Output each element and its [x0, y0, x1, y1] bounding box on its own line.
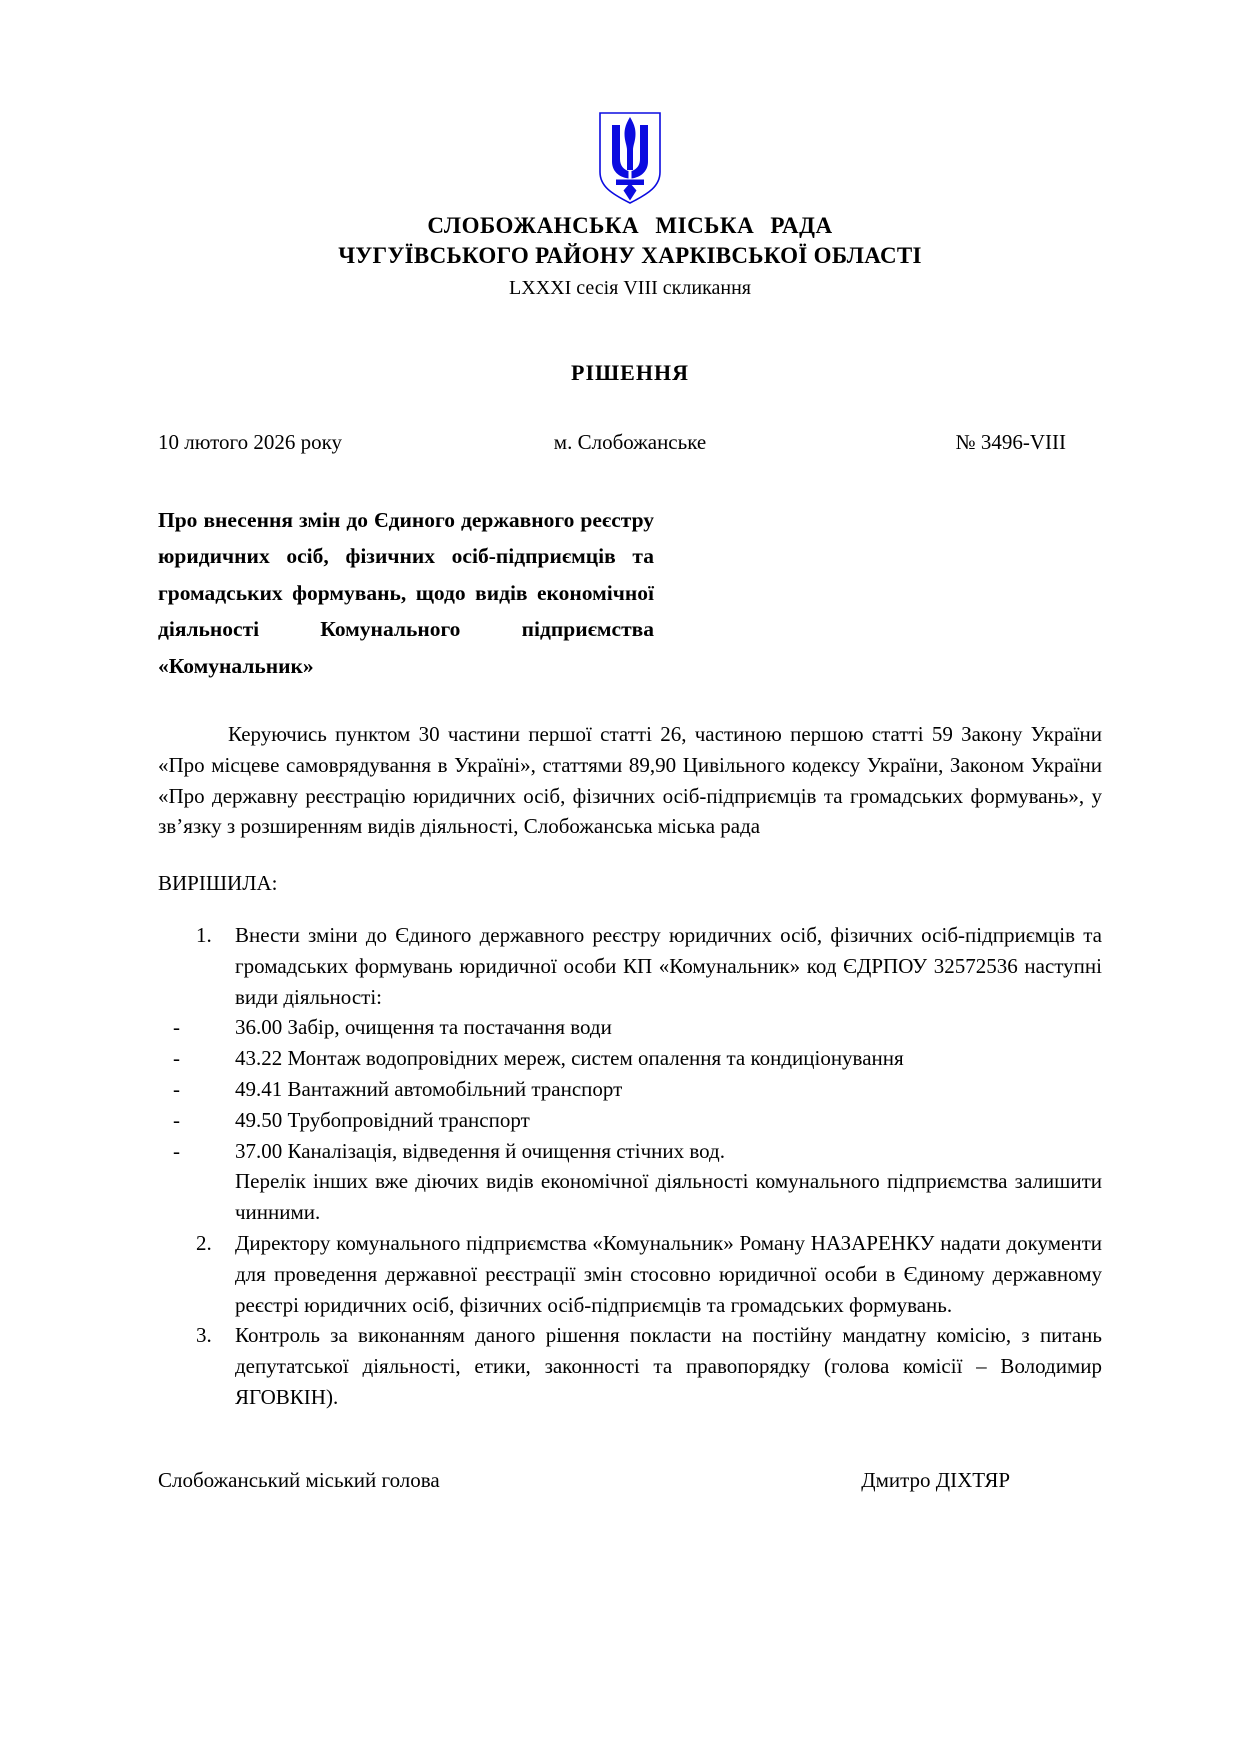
- document-place: м. Слобожанське: [553, 429, 707, 454]
- activity-item: [158, 1136, 1102, 1167]
- document-meta-row: [158, 427, 1102, 458]
- resolution-item-3: [158, 1320, 1102, 1412]
- activity-item: [158, 1012, 1102, 1043]
- document-type-title: РІШЕННЯ: [571, 360, 689, 385]
- item-number: 3.: [196, 1323, 212, 1348]
- district-region-name: ЧУГУЇВСЬКОГО РАЙОНУ ХАРКІВСЬКОЇ ОБЛАСТІ: [338, 243, 922, 268]
- signer-position: Слобожанський міський голова: [158, 1467, 440, 1492]
- activity-item: [158, 1074, 1102, 1105]
- activity-item: [158, 1043, 1102, 1074]
- item-number: 1.: [196, 923, 212, 948]
- activity-text: 37.00 Каналізація, відведення й очищення стічних вод.: [235, 1138, 725, 1163]
- document-number: № 3496-VIII: [955, 429, 1066, 454]
- resolved-label: ВИРІШИЛА:: [158, 871, 278, 896]
- emblem-container: [158, 110, 1102, 206]
- council-name: СЛОБОЖАНСЬКА МІСЬКА РАДА: [427, 213, 833, 238]
- activity-text: 49.41 Вантажний автомобільний транспорт: [235, 1077, 623, 1102]
- activity-text: 36.00 Забір, очищення та постачання води: [235, 1015, 612, 1040]
- signature-row: [158, 1465, 1102, 1496]
- item-text: Внести зміни до Єдиного державного реєстру юридичних осіб, фізичних осіб-підприємців та громадських формувань юридичної особи КП «Комунальник» код ЄДРПОУ 32572536 наступні види діяльності:: [235, 923, 1102, 1009]
- subject-paragraph: Про внесення змін до Єдиного державного реєстру юридичних осіб, фізичних осіб-підприємців та громадських формувань, щодо видів економічної діяльності Комунального підприємства «Комунальник»: [158, 507, 654, 678]
- note-paragraph: Перелік інших вже діючих видів економічної діяльності комунального підприємства залишити чинними.: [235, 1169, 1102, 1225]
- resolution-item-1: [158, 920, 1102, 1012]
- item-number: 2.: [196, 1231, 212, 1256]
- resolution-item-2: [158, 1228, 1102, 1320]
- resolution-list: [158, 920, 1102, 1413]
- item-text: Контроль за виконанням даного рішення покласти на постійну мандатну комісію, з питань депутатської діяльності, етики, законності та правопорядку (голова комісії – Володимир ЯГОВКІН).: [235, 1323, 1102, 1410]
- dash-marker: -: [173, 1138, 180, 1163]
- item-text: Директору комунального підприємства «Комунальник» Роману НАЗАРЕНКУ надати документи для проведення державної реєстрації змін стосовно юридичної особи в Єдиному державному реєстрі юридичних осіб, фізичних осіб-підприємців та громадських формувань.: [235, 1231, 1102, 1317]
- dash-marker: -: [173, 1015, 180, 1040]
- activity-item: [158, 1105, 1102, 1136]
- activity-text: 43.22 Монтаж водопровідних мереж, систем опалення та кондиціонування: [235, 1046, 904, 1071]
- document-date: 10 лютого 2026 року: [158, 429, 343, 454]
- session-line: LXXXI сесія VIII скликання: [509, 277, 751, 299]
- ukraine-trident-emblem-icon: [597, 110, 663, 206]
- signer-name: Дмитро ДІХТЯР: [861, 1467, 1010, 1492]
- dash-marker: -: [173, 1077, 180, 1102]
- preamble-paragraph: Керуючись пунктом 30 частини першої статті 26, частиною першою статті 59 Закону України «Про місцеве самоврядування в Україні», статтями 89,90 Цивільного кодексу України, Законом України «Про державну реєстрацію юридичних осіб, фізичних осіб-підприємців та громадських формувань», у зв’язку з розширенням видів діяльності, Слобожанська міська рада: [158, 722, 1102, 839]
- activity-text: 49.50 Трубопровідний транспорт: [235, 1107, 530, 1132]
- dash-marker: -: [173, 1046, 180, 1071]
- dash-marker: -: [173, 1107, 180, 1132]
- document-header: [158, 110, 1102, 300]
